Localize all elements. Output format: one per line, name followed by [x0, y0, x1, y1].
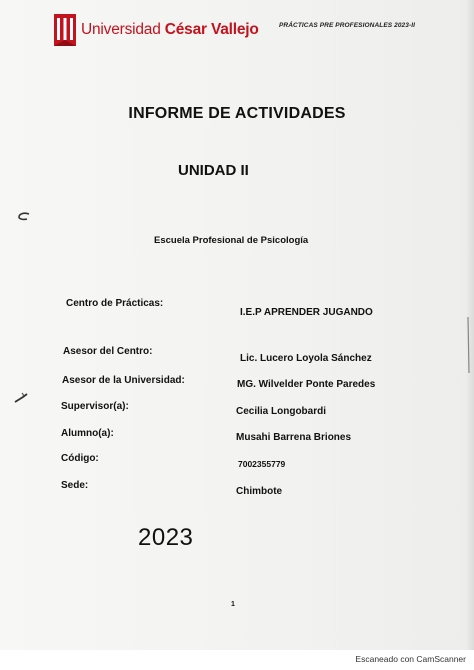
field-value-alumno: Musahi Barrena Briones [236, 432, 352, 443]
school-name: Escuela Profesional de Psicología [154, 235, 309, 246]
field-value-codigo: 7002355779 [238, 459, 286, 469]
field-label-sede: Sede: [61, 480, 89, 491]
hole-punch-mark-icon [17, 211, 31, 221]
header-program-label: PRÁCTICAS PRE PROFESIONALES 2023-II [279, 22, 416, 29]
field-label-supervisor: Supervisor(a): [61, 401, 129, 412]
university-name: Universidad César Vallejo [81, 21, 259, 38]
university-crest-icon [54, 14, 76, 46]
field-label-centro: Centro de Prácticas: [66, 298, 164, 309]
field-label-codigo: Código: [61, 453, 99, 464]
field-label-alumno: Alumno(a): [61, 428, 114, 439]
field-label-asesor-centro: Asesor del Centro: [63, 346, 153, 357]
university-logo [54, 14, 259, 46]
report-unit: UNIDAD II [178, 162, 249, 179]
field-value-centro: I.E.P APRENDER JUGANDO [240, 307, 373, 318]
edge-mark-icon [462, 315, 472, 375]
report-title: INFORME DE ACTIVIDADES [128, 105, 346, 122]
field-value-asesor-universidad: MG. Wilvelder Ponte Paredes [237, 379, 376, 390]
field-label-asesor-universidad: Asesor de la Universidad: [62, 375, 185, 386]
field-value-asesor-centro: Lic. Lucero Loyola Sánchez [240, 353, 372, 364]
scanner-footer [0, 650, 474, 670]
page-number: 1 [231, 601, 235, 608]
field-value-supervisor: Cecilia Longobardi [236, 406, 327, 417]
scanner-watermark-text: Escaneado con CamScanner [355, 654, 466, 664]
report-year: 2023 [138, 524, 194, 551]
field-value-sede: Chimbote [236, 486, 283, 497]
hole-punch-mark-icon [13, 390, 29, 406]
